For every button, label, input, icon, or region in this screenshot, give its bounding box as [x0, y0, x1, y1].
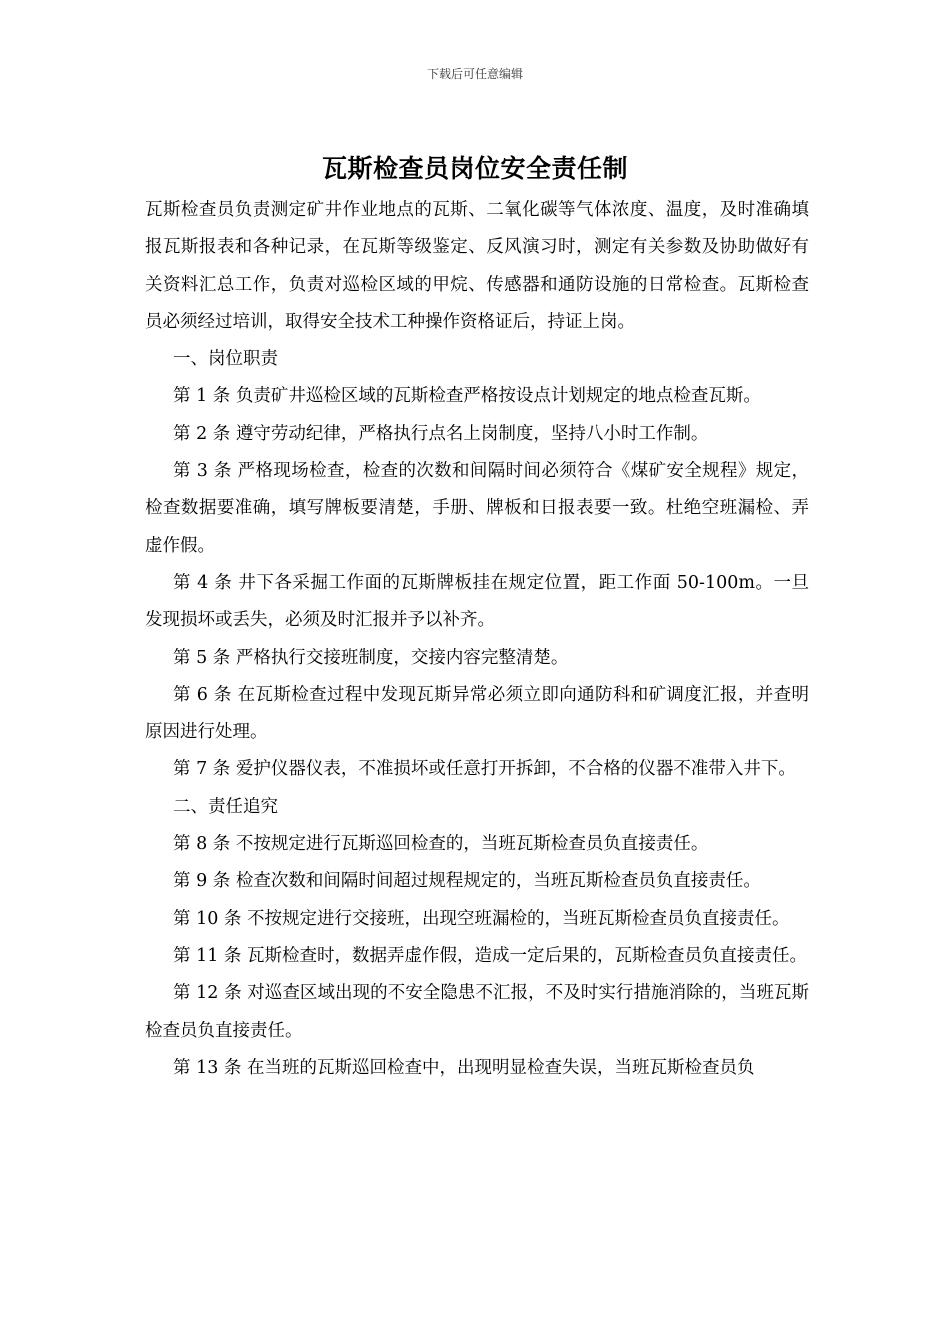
section-heading-accountability: 二、责任追究 [173, 796, 278, 817]
article-paragraph: 第 3 条 严格现场检查，检查的次数和间隔时间必须符合《煤矿安全规程》规定，检查数据要准确，填写牌板要清楚，手册、牌板和日报表要一致。杜绝空班漏检、弄虚作假。 [145, 461, 809, 556]
intro-paragraph: 瓦斯检查员负责测定矿井作业地点的瓦斯、二氧化碳等气体浓度、温度，及时准确填报瓦斯报表和各种记录，在瓦斯等级鉴定、反风演习时，测定有关参数及协助做好有关资料汇总工作，负责对巡检区域的甲烷、传感器和通防设施的日常检查。瓦斯检查员必须经过培训，取得安全技术工种操作资格证后，持证上岗。 [145, 200, 809, 332]
article-paragraph: 第 8 条 不按规定进行瓦斯巡回检查的，当班瓦斯检查员负直接责任。 [173, 834, 709, 855]
document-body [145, 192, 809, 1087]
article-paragraph: 第 12 条 对巡查区域出现的不安全隐患不汇报，不及时实行措施消除的，当班瓦斯检查员负直接责任。 [145, 983, 809, 1041]
article-paragraph: 第 4 条 井下各采掘工作面的瓦斯牌板挂在规定位置，距工作面 50-100m。一旦发现损坏或丢失，必须及时汇报并予以补齐。 [145, 572, 809, 631]
article-paragraph: 第 2 条 遵守劳动纪律，严格执行点名上岗制度，坚持八小时工作制。 [173, 423, 709, 444]
article-paragraph: 第 11 条 瓦斯检查时，数据弄虚作假，造成一定后果的，瓦斯检查员负直接责任。 [173, 945, 807, 966]
article-paragraph: 第 7 条 爱护仪器仪表，不准损坏或任意打开拆卸，不合格的仪器不准带入井下。 [173, 759, 796, 780]
page-title: 瓦斯检查员岗位安全责任制 [321, 154, 628, 183]
article-paragraph: 第 13 条 在当班的瓦斯巡回检查中，出现明显检查失误，当班瓦斯检查员负 [173, 1057, 755, 1078]
section-heading-duties: 一、岗位职责 [173, 349, 278, 370]
article-paragraph: 第 6 条 在瓦斯检查过程中发现瓦斯异常必须立即向通防科和矿调度汇报，并查明原因进行处理。 [145, 684, 809, 743]
article-paragraph: 第 10 条 不按规定进行交接班，出现空班漏检的，当班瓦斯检查员负直接责任。 [173, 908, 790, 929]
article-paragraph: 第 9 条 检查次数和间隔时间超过规程规定的，当班瓦斯检查员负直接责任。 [173, 871, 761, 892]
article-paragraph: 第 1 条 负责矿井巡检区域的瓦斯检查严格按设点计划规定的地点检查瓦斯。 [173, 386, 761, 407]
article-paragraph: 第 5 条 严格执行交接班制度，交接内容完整清楚。 [173, 647, 569, 668]
header-note: 下载后可任意编辑 [426, 67, 523, 81]
